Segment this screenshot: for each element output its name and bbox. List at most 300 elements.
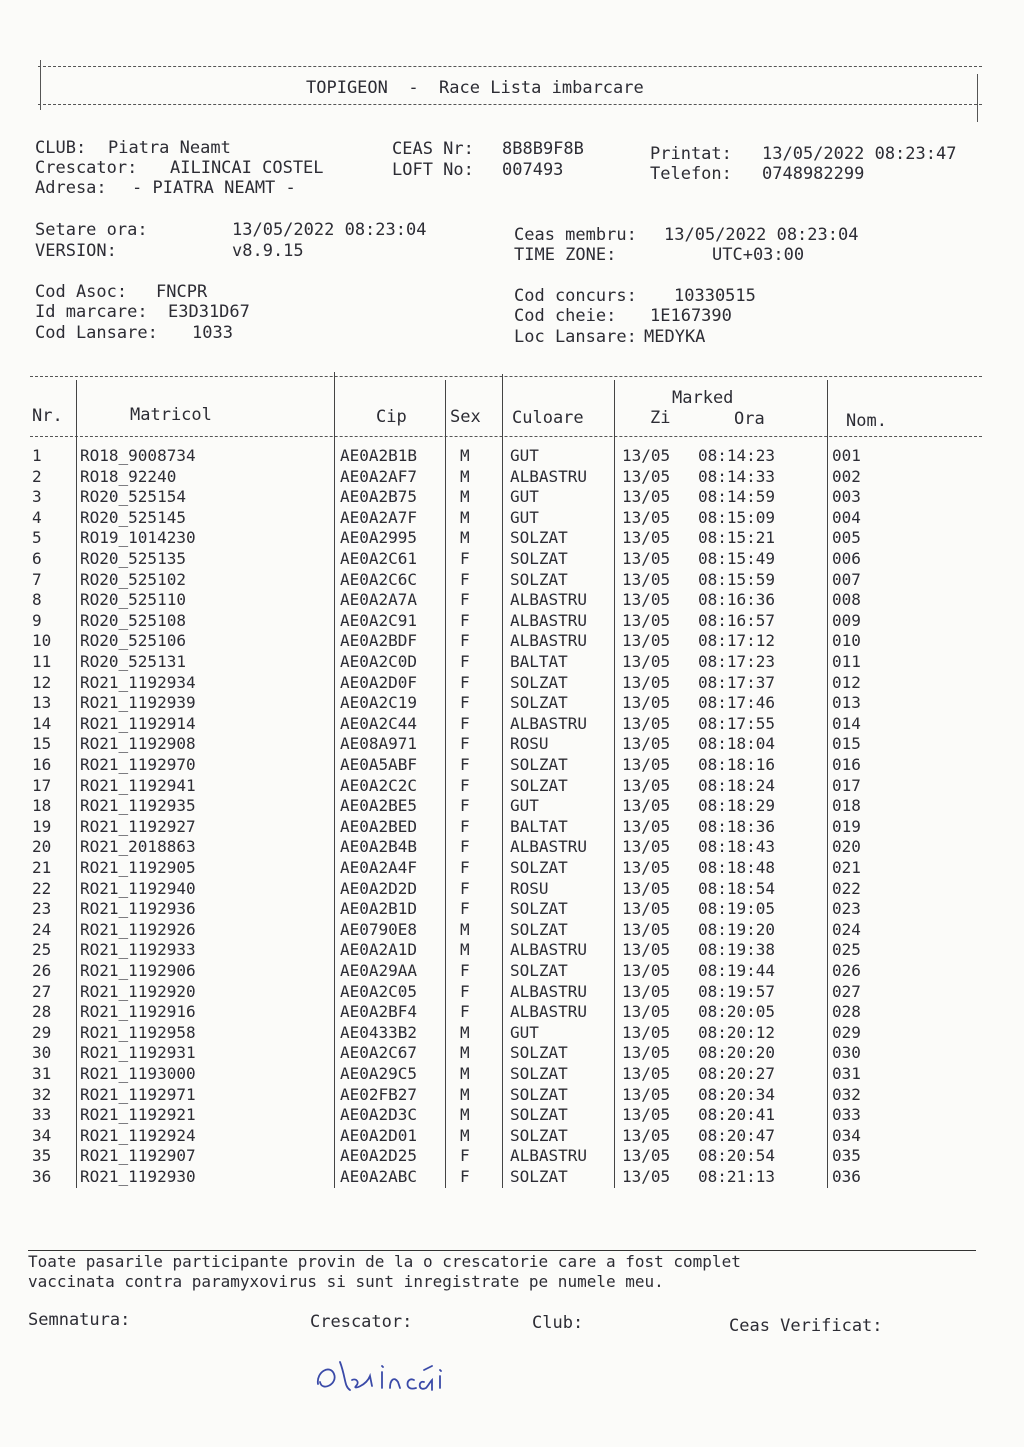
cell-matricol: RO21_1192958 — [80, 1022, 196, 1042]
cell-cip: AE0A2BE5 — [340, 796, 418, 816]
cell-nom: 017 — [832, 775, 861, 795]
cell-nom: 019 — [832, 816, 861, 836]
cell-sex: F — [460, 693, 470, 713]
title-box-bottom — [38, 104, 982, 105]
cell-ora: 08:17:37 — [698, 672, 776, 692]
table-row — [30, 817, 982, 838]
title-box-left — [40, 60, 41, 110]
cell-cip: AE0A29AA — [340, 961, 418, 980]
cell-sex: F — [460, 569, 470, 589]
timezone-value: UTC+03:00 — [712, 245, 805, 265]
cell-nr: 17 — [32, 775, 52, 795]
cell-sex: F — [460, 713, 470, 733]
cell-cip: AE0A2B1B — [340, 446, 418, 465]
table-row — [30, 776, 982, 797]
cell-sex: F — [460, 652, 470, 671]
club-label: CLUB: — [35, 138, 87, 158]
cell-matricol: RO21_1192931 — [80, 1043, 196, 1063]
cell-zi: 13/05 — [622, 569, 671, 589]
printat-value: 13/05/2022 08:23:47 — [762, 144, 957, 164]
cell-culoare: SOLZAT — [510, 755, 568, 774]
table-row — [30, 940, 982, 961]
cell-ora: 08:20:05 — [698, 1002, 776, 1022]
cell-culoare: SOLZAT — [510, 1105, 568, 1125]
cell-zi: 13/05 — [622, 899, 671, 919]
cell-nom: 001 — [832, 446, 861, 465]
loft-value: 007493 — [502, 160, 564, 180]
crescator-sign-label: Crescator: — [310, 1312, 413, 1332]
header-nom: Nom. — [846, 411, 887, 431]
adresa-label: Adresa: — [35, 178, 107, 198]
cell-nom: 036 — [832, 1167, 861, 1186]
cell-ora: 08:21:13 — [698, 1167, 776, 1186]
version-value: v8.9.15 — [232, 241, 304, 261]
cell-ora: 08:19:57 — [698, 981, 776, 1001]
cell-cip: AE0A2D25 — [340, 1146, 418, 1166]
cell-nr: 21 — [32, 858, 52, 877]
cell-ora: 08:17:23 — [698, 652, 776, 671]
cod-cheie-value: 1E167390 — [650, 306, 732, 326]
cell-culoare: SOLZAT — [510, 672, 568, 692]
cell-ora: 08:17:12 — [698, 631, 776, 651]
cell-nom: 035 — [832, 1146, 861, 1166]
cell-matricol: RO21_1192941 — [80, 775, 196, 795]
table-row — [30, 1146, 982, 1167]
cell-ora: 08:17:46 — [698, 693, 776, 713]
cell-ora: 08:18:24 — [698, 775, 776, 795]
cell-matricol: RO21_1192930 — [80, 1167, 196, 1186]
table-top-rule — [30, 376, 982, 377]
cell-cip: AE0A2C67 — [340, 1043, 418, 1063]
cell-zi: 13/05 — [622, 631, 671, 651]
cell-cip: AE0A2C0D — [340, 652, 418, 671]
setare-value: 13/05/2022 08:23:04 — [232, 220, 427, 240]
cell-culoare: GUT — [510, 796, 539, 816]
cell-nr: 33 — [32, 1105, 52, 1125]
cell-sex: F — [460, 1146, 470, 1166]
cell-zi: 13/05 — [622, 487, 671, 507]
cell-nom: 018 — [832, 796, 861, 816]
cell-nr: 2 — [32, 466, 42, 486]
cell-zi: 13/05 — [622, 713, 671, 733]
cell-nom: 010 — [832, 631, 861, 651]
cell-nom: 003 — [832, 487, 861, 507]
ceas-membru-value: 13/05/2022 08:23:04 — [664, 225, 859, 245]
cell-culoare: ALBASTRU — [510, 1146, 588, 1166]
table-row — [30, 899, 982, 920]
cell-cip: AE0A2ABC — [340, 1167, 418, 1186]
cell-zi: 13/05 — [622, 1105, 671, 1125]
cell-matricol: RO21_1192971 — [80, 1084, 196, 1104]
cell-sex: F — [460, 796, 470, 816]
cell-cip: AE0A2B4B — [340, 837, 418, 857]
table-row — [30, 1064, 982, 1085]
cell-nom: 022 — [832, 878, 861, 898]
cell-culoare: ALBASTRU — [510, 1002, 588, 1022]
cell-culoare: ALBASTRU — [510, 610, 588, 630]
cell-ora: 08:17:55 — [698, 713, 776, 733]
cell-zi: 13/05 — [622, 1043, 671, 1063]
cell-culoare: SOLZAT — [510, 1167, 568, 1186]
cod-cheie-label: Cod cheie: — [514, 306, 617, 326]
cell-sex: F — [460, 755, 470, 774]
cell-nr: 29 — [32, 1022, 52, 1042]
table-row — [30, 920, 982, 941]
cell-cip: AE0A2D3C — [340, 1105, 418, 1125]
cell-matricol: RO21_1192970 — [80, 755, 196, 774]
cell-ora: 08:19:44 — [698, 961, 776, 980]
cell-sex: F — [460, 631, 470, 651]
cell-cip: AE0A29C5 — [340, 1064, 418, 1083]
cell-nom: 002 — [832, 466, 861, 486]
loc-lansare-value: MEDYKA — [644, 327, 706, 347]
cell-culoare: ALBASTRU — [510, 981, 588, 1001]
cell-matricol: RO20_525106 — [80, 631, 186, 651]
cell-nom: 004 — [832, 507, 861, 527]
cell-zi: 13/05 — [622, 507, 671, 527]
cell-matricol: RO21_1192907 — [80, 1146, 196, 1166]
id-marcare-value: E3D31D67 — [168, 302, 250, 322]
cell-sex: M — [460, 1105, 470, 1125]
cell-nom: 029 — [832, 1022, 861, 1042]
cell-ora: 08:14:33 — [698, 466, 776, 486]
cell-culoare: SOLZAT — [510, 569, 568, 589]
table-row — [30, 467, 982, 488]
loft-label: LOFT No: — [392, 160, 474, 180]
cell-nr: 8 — [32, 590, 42, 610]
cell-ora: 08:18:54 — [698, 878, 776, 898]
header-sex: Sex — [450, 407, 481, 427]
cell-nom: 027 — [832, 981, 861, 1001]
table-row — [30, 549, 982, 570]
cell-zi: 13/05 — [622, 610, 671, 630]
table-row — [30, 1023, 982, 1044]
cell-nom: 026 — [832, 961, 861, 980]
cell-culoare: ALBASTRU — [510, 590, 588, 610]
cell-zi: 13/05 — [622, 1084, 671, 1104]
table-row — [30, 1085, 982, 1106]
cell-nr: 27 — [32, 981, 52, 1001]
cell-ora: 08:19:38 — [698, 940, 776, 960]
cell-zi: 13/05 — [622, 1125, 671, 1145]
cell-matricol: RO18_92240 — [80, 466, 177, 486]
cell-nom: 020 — [832, 837, 861, 857]
cell-cip: AE0A2AF7 — [340, 466, 418, 486]
cell-culoare: BALTAT — [510, 816, 568, 836]
cell-culoare: GUT — [510, 1022, 539, 1042]
cell-nr: 5 — [32, 528, 42, 548]
cell-matricol: RO18_9008734 — [80, 446, 196, 465]
cell-zi: 13/05 — [622, 961, 671, 980]
cod-concurs-value: 10330515 — [674, 286, 756, 306]
cell-ora: 08:20:20 — [698, 1043, 776, 1063]
cell-nr: 13 — [32, 693, 52, 713]
cell-ora: 08:20:12 — [698, 1022, 776, 1042]
cell-nr: 23 — [32, 899, 52, 919]
cell-ora: 08:20:47 — [698, 1125, 776, 1145]
cell-zi: 13/05 — [622, 1022, 671, 1042]
cell-sex: F — [460, 1002, 470, 1022]
cell-culoare: SOLZAT — [510, 549, 568, 568]
table-row — [30, 714, 982, 735]
cell-culoare: ROSU — [510, 878, 549, 898]
cell-sex: M — [460, 446, 470, 465]
cell-sex: M — [460, 940, 470, 960]
cell-nr: 1 — [32, 446, 42, 465]
cell-nr: 12 — [32, 672, 52, 692]
ceas-value: 8B8B9F8B — [502, 139, 584, 159]
table-row — [30, 1002, 982, 1023]
cell-sex: M — [460, 1084, 470, 1104]
cell-sex: M — [460, 528, 470, 548]
cell-nr: 6 — [32, 549, 42, 568]
cell-cip: AE0A5ABF — [340, 755, 418, 774]
header-matricol: Matricol — [130, 405, 212, 425]
cell-culoare: GUT — [510, 487, 539, 507]
cell-nr: 7 — [32, 569, 42, 589]
header-zi: Zi — [650, 408, 671, 428]
cell-cip: AE0A2C05 — [340, 981, 418, 1001]
cell-cip: AE0A2C2C — [340, 775, 418, 795]
cell-matricol: RO21_1192940 — [80, 878, 196, 898]
cell-matricol: RO21_1192921 — [80, 1105, 196, 1125]
cell-matricol: RO21_1192934 — [80, 672, 196, 692]
ceas-verificat-label: Ceas Verificat: — [729, 1316, 883, 1336]
cell-culoare: ALBASTRU — [510, 466, 588, 486]
cell-ora: 08:20:34 — [698, 1084, 776, 1104]
cell-sex: M — [460, 507, 470, 527]
statement-line-1: Toate pasarile participante provin de la o crescatorie care a fost complet — [28, 1252, 741, 1271]
cell-nom: 013 — [832, 693, 861, 713]
cell-nr: 16 — [32, 755, 52, 774]
cell-culoare: SOLZAT — [510, 858, 568, 877]
cell-sex: M — [460, 466, 470, 486]
cell-cip: AE0A2BF4 — [340, 1002, 418, 1022]
header-cip: Cip — [376, 407, 407, 427]
cell-matricol: RO21_1192936 — [80, 899, 196, 919]
cell-ora: 08:18:36 — [698, 816, 776, 836]
cell-matricol: RO21_1192905 — [80, 858, 196, 877]
table-row — [30, 982, 982, 1003]
cell-sex: F — [460, 672, 470, 692]
header-nr: Nr. — [32, 406, 63, 426]
footer-rule — [28, 1250, 976, 1251]
cell-zi: 13/05 — [622, 940, 671, 960]
cell-ora: 08:19:05 — [698, 899, 776, 919]
cell-nom: 021 — [832, 858, 861, 877]
cell-zi: 13/05 — [622, 796, 671, 816]
cod-lansare-value: 1033 — [192, 323, 233, 343]
cell-sex: F — [460, 961, 470, 980]
cell-matricol: RO21_1192906 — [80, 961, 196, 980]
table-row — [30, 837, 982, 858]
cell-culoare: SOLZAT — [510, 1125, 568, 1145]
cell-culoare: SOLZAT — [510, 961, 568, 980]
cell-ora: 08:20:41 — [698, 1105, 776, 1125]
table-row — [30, 1126, 982, 1147]
cell-cip: AE0A2D2D — [340, 878, 418, 898]
cell-cip: AE0A2A7F — [340, 507, 418, 527]
cell-zi: 13/05 — [622, 816, 671, 836]
cell-cip: AE0A2A4F — [340, 858, 418, 877]
cell-nr: 3 — [32, 487, 42, 507]
cell-nr: 30 — [32, 1043, 52, 1063]
cell-culoare: ALBASTRU — [510, 713, 588, 733]
header-ora: Ora — [734, 409, 765, 429]
cell-nr: 9 — [32, 610, 42, 630]
table-row — [30, 611, 982, 632]
cell-nr: 24 — [32, 919, 52, 939]
cell-nom: 007 — [832, 569, 861, 589]
cell-nr: 32 — [32, 1084, 52, 1104]
cell-ora: 08:16:57 — [698, 610, 776, 630]
cell-matricol: RO21_2018863 — [80, 837, 196, 857]
id-marcare-label: Id marcare: — [35, 302, 148, 322]
cell-culoare: GUT — [510, 446, 539, 465]
cell-matricol: RO21_1192916 — [80, 1002, 196, 1022]
cell-zi: 13/05 — [622, 734, 671, 754]
cell-sex: F — [460, 549, 470, 568]
cell-ora: 08:18:29 — [698, 796, 776, 816]
cell-nr: 34 — [32, 1125, 52, 1145]
cell-zi: 13/05 — [622, 693, 671, 713]
cell-nom: 023 — [832, 899, 861, 919]
cell-matricol: RO21_1192935 — [80, 796, 196, 816]
cell-cip: AE0A2C61 — [340, 549, 418, 568]
cell-ora: 08:18:04 — [698, 734, 776, 754]
page-title: TOPIGEON - Race Lista imbarcare — [306, 78, 644, 98]
cell-cip: AE0A2B1D — [340, 899, 418, 919]
cell-nr: 18 — [32, 796, 52, 816]
table-row — [30, 858, 982, 879]
cell-ora: 08:20:54 — [698, 1146, 776, 1166]
cell-nom: 008 — [832, 590, 861, 610]
semnatura-label: Semnatura: — [28, 1310, 131, 1330]
cell-nom: 014 — [832, 713, 861, 733]
table-row — [30, 1043, 982, 1064]
cell-matricol: RO21_1192924 — [80, 1125, 196, 1145]
cell-nr: 36 — [32, 1167, 52, 1186]
cell-cip: AE0A2BED — [340, 816, 418, 836]
cell-matricol: RO21_1192908 — [80, 734, 196, 754]
table-row — [30, 446, 982, 467]
statement-line-2: vaccinata contra paramyxovirus si sunt inregistrate pe numele meu. — [28, 1272, 664, 1291]
cell-zi: 13/05 — [622, 590, 671, 610]
cell-culoare: GUT — [510, 507, 539, 527]
cell-cip: AE02FB27 — [340, 1084, 418, 1104]
cell-cip: AE0A2A1D — [340, 940, 418, 960]
cell-nr: 19 — [32, 816, 52, 836]
cell-cip: AE0A2B75 — [340, 487, 418, 507]
cell-cip: AE08A971 — [340, 734, 418, 754]
cell-culoare: SOLZAT — [510, 1064, 568, 1083]
version-label: VERSION: — [35, 241, 117, 261]
table-row — [30, 487, 982, 508]
cell-nom: 016 — [832, 755, 861, 774]
cell-sex: F — [460, 775, 470, 795]
cell-zi: 13/05 — [622, 652, 671, 671]
cell-ora: 08:14:23 — [698, 446, 776, 465]
cell-matricol: RO20_525110 — [80, 590, 186, 610]
cell-matricol: RO21_1192933 — [80, 940, 196, 960]
cell-nom: 012 — [832, 672, 861, 692]
telefon-value: 0748982299 — [762, 164, 865, 184]
cell-zi: 13/05 — [622, 837, 671, 857]
adresa-value: - PIATRA NEAMT - — [132, 178, 296, 198]
table-row — [30, 1167, 982, 1188]
club-sign-label: Club: — [532, 1313, 584, 1333]
cell-sex: F — [460, 590, 470, 610]
cell-nr: 15 — [32, 734, 52, 754]
cell-sex: F — [460, 610, 470, 630]
cell-nr: 22 — [32, 878, 52, 898]
cell-sex: F — [460, 1167, 470, 1186]
cell-matricol: RO19_1014230 — [80, 528, 196, 548]
cell-matricol: RO20_525102 — [80, 569, 186, 589]
cell-ora: 08:15:09 — [698, 507, 776, 527]
cod-asoc-label: Cod Asoc: — [35, 282, 128, 302]
cell-sex: F — [460, 899, 470, 919]
cell-nr: 31 — [32, 1064, 52, 1083]
cell-matricol: RO21_1192920 — [80, 981, 196, 1001]
cell-nom: 009 — [832, 610, 861, 630]
cell-sex: F — [460, 837, 470, 857]
cell-ora: 08:15:59 — [698, 569, 776, 589]
header-culoare: Culoare — [512, 408, 584, 428]
cell-ora: 08:16:36 — [698, 590, 776, 610]
cell-culoare: ALBASTRU — [510, 940, 588, 960]
cell-culoare: ROSU — [510, 734, 549, 754]
cell-matricol: RO21_1192939 — [80, 693, 196, 713]
cell-cip: AE0433B2 — [340, 1022, 418, 1042]
cell-cip: AE0A2D0F — [340, 672, 418, 692]
cell-nr: 28 — [32, 1002, 52, 1022]
table-row — [30, 528, 982, 549]
cell-sex: M — [460, 1125, 470, 1145]
cell-matricol: RO20_525135 — [80, 549, 186, 568]
cell-sex: M — [460, 487, 470, 507]
cod-concurs-label: Cod concurs: — [514, 286, 637, 306]
cell-sex: M — [460, 1043, 470, 1063]
cell-zi: 13/05 — [622, 446, 671, 465]
cell-ora: 08:15:21 — [698, 528, 776, 548]
cell-nr: 14 — [32, 713, 52, 733]
cell-nr: 26 — [32, 961, 52, 980]
table-row — [30, 734, 982, 755]
cod-asoc-value: FNCPR — [156, 282, 208, 302]
ceas-label: CEAS Nr: — [392, 139, 474, 159]
cell-culoare: SOLZAT — [510, 1084, 568, 1104]
cell-cip: AE0A2A7A — [340, 590, 418, 610]
cell-ora: 08:15:49 — [698, 549, 776, 568]
cell-zi: 13/05 — [622, 858, 671, 877]
cell-cip: AE0A2D01 — [340, 1125, 418, 1145]
cell-cip: AE0A2C6C — [340, 569, 418, 589]
cell-zi: 13/05 — [622, 1002, 671, 1022]
club-value: Piatra Neamt — [108, 138, 231, 158]
cell-zi: 13/05 — [622, 1146, 671, 1166]
table-row — [30, 673, 982, 694]
cell-nom: 005 — [832, 528, 861, 548]
cell-nom: 028 — [832, 1002, 861, 1022]
cell-zi: 13/05 — [622, 549, 671, 568]
cell-cip: AE0A2995 — [340, 528, 418, 548]
setare-label: Setare ora: — [35, 220, 148, 240]
cell-culoare: SOLZAT — [510, 528, 568, 548]
table-row — [30, 631, 982, 652]
table-header-rule — [30, 436, 982, 437]
telefon-label: Telefon: — [650, 164, 732, 184]
